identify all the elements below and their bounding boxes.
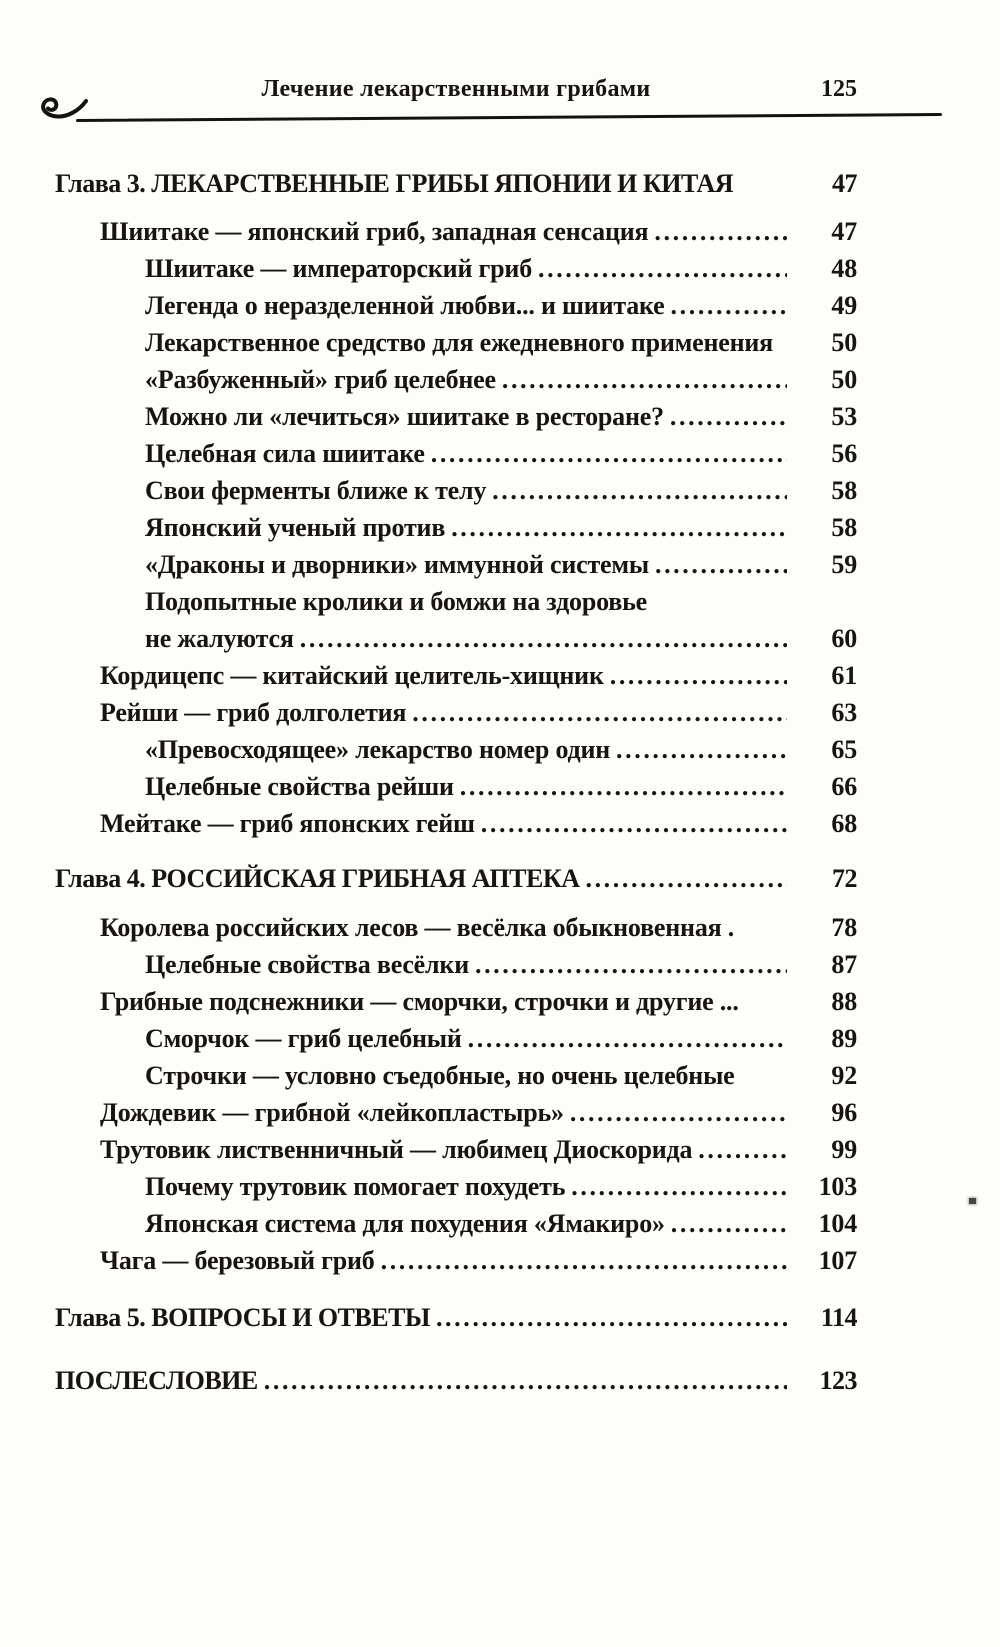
dot-leader [431, 435, 787, 472]
toc-entry [55, 1362, 857, 1399]
dot-leader [570, 1094, 787, 1131]
toc-entry [55, 1205, 857, 1242]
toc-entry-title: Трутовик лиственничный — любимец Диоскорида [100, 1135, 693, 1164]
toc-page-number: 104 [818, 1209, 857, 1238]
toc-entry [55, 213, 857, 250]
dot-leader [492, 472, 787, 509]
toc-entry [55, 361, 857, 398]
toc-entry [55, 657, 857, 694]
toc-page-number: 50 [831, 328, 857, 357]
dot-leader [671, 287, 787, 324]
toc-page-number: 114 [820, 1303, 857, 1332]
toc-entry [55, 694, 857, 731]
toc-page-number: 103 [818, 1172, 857, 1201]
toc-page-number: 88 [831, 987, 857, 1016]
toc-page-number: 65 [831, 735, 857, 764]
toc-page-number: 63 [831, 698, 857, 727]
toc-entry [55, 509, 857, 546]
toc-entry-title: Легенда о неразделенной любви... и шиитаке [145, 291, 665, 320]
toc-page-number: 66 [831, 772, 857, 801]
toc-entry-title: Японская система для похудения «Ямакиро» [145, 1209, 665, 1238]
dot-leader [670, 398, 787, 435]
toc-entry-title: Глава 3. ЛЕКАРСТВЕННЫЕ ГРИБЫ ЯПОНИИ И КИТАЯ [55, 169, 734, 198]
toc-entry-title: ПОСЛЕСЛОВИЕ [55, 1366, 258, 1395]
toc-entry-title: Целебные свойства рейши [145, 772, 454, 801]
toc-entry-title: Лекарственное средство для ежедневного применения [145, 328, 774, 357]
toc-entry-title: «Превосходящее» лекарство номер один [145, 735, 611, 764]
toc-entry [55, 287, 857, 324]
toc-entry-title: Кордицепс — китайский целитель-хищник [100, 661, 604, 690]
dot-leader [451, 509, 787, 546]
toc-entry-title: не жалуются [145, 624, 294, 653]
dot-leader [538, 250, 787, 287]
toc-page-number: 72 [832, 864, 857, 893]
dot-leader [616, 731, 787, 768]
toc-entry-title: Грибные подснежники — сморчки, строчки и другие ... [100, 987, 739, 1016]
dot-leader [412, 694, 787, 731]
dot-leader [655, 546, 787, 583]
toc-entry-title: Почему трутовик помогает похудеть [145, 1172, 566, 1201]
toc-entry [55, 768, 857, 805]
toc-entry [55, 983, 857, 1020]
toc-page-number: 96 [831, 1098, 857, 1127]
toc-page-number: 47 [832, 169, 857, 198]
toc-page-number: 61 [831, 661, 857, 690]
header-rule [76, 113, 942, 122]
dot-leader [264, 1362, 787, 1399]
toc-entry-title: Свои ферменты ближе к телу [145, 476, 487, 505]
toc-page-number: 107 [818, 1246, 857, 1275]
toc-entry-title: Можно ли «лечиться» шиитаке в ресторане? [145, 402, 664, 431]
toc-page-number: 58 [831, 513, 857, 542]
toc-page-number: 49 [831, 291, 857, 320]
toc-entry-title: Сморчок — гриб целебный [145, 1024, 462, 1053]
dot-leader [460, 768, 787, 805]
toc-entry-title: Целебные свойства весёлки [145, 950, 469, 979]
dot-leader [610, 657, 787, 694]
toc-entry [55, 1020, 857, 1057]
toc-page-number: 48 [831, 254, 857, 283]
toc-entry [55, 946, 857, 983]
toc [55, 165, 857, 1399]
toc-entry-title: Чага — березовый гриб [100, 1246, 375, 1275]
dot-leader [481, 805, 787, 842]
dot-leader [475, 946, 787, 983]
toc-entry [55, 860, 857, 897]
dot-leader [300, 620, 787, 657]
toc-entry [55, 805, 857, 842]
toc-page-number: 92 [831, 1061, 857, 1090]
toc-entry [55, 324, 857, 361]
toc-entry-title: Глава 4. РОССИЙСКАЯ ГРИБНАЯ АПТЕКА [55, 864, 580, 893]
toc-page-number: 99 [831, 1135, 857, 1164]
toc-entry-title: «Драконы и дворники» иммунной системы [145, 550, 649, 579]
toc-entry [55, 472, 857, 509]
toc-page-number: 58 [831, 476, 857, 505]
toc-entry [55, 398, 857, 435]
toc-page-number: 60 [831, 624, 857, 653]
toc-entry-title: Японский ученый против [145, 513, 446, 542]
toc-page-number: 68 [831, 809, 857, 838]
toc-page-number: 50 [831, 365, 857, 394]
toc-entry [55, 731, 857, 768]
toc-page-number: 123 [819, 1366, 857, 1395]
toc-entry [55, 250, 857, 287]
toc-entry-title: Глава 5. ВОПРОСЫ И ОТВЕТЫ [55, 1303, 430, 1332]
dot-leader [671, 1205, 787, 1242]
toc-entry-title: Строчки — условно съедобные, но очень целебные [145, 1061, 735, 1090]
toc-entry-title: Рейши — гриб долголетия [100, 698, 407, 727]
running-header-title: Лечение лекарственными грибами [261, 76, 651, 102]
toc-entry-title: Шиитаке — императорский гриб [145, 254, 532, 283]
dot-leader [571, 1168, 787, 1205]
toc-entry [55, 1242, 857, 1279]
toc-entry [55, 546, 857, 583]
dot-leader [654, 213, 787, 250]
dot-leader [436, 1299, 787, 1336]
toc-page-number: 59 [831, 550, 857, 579]
dot-leader [698, 1131, 787, 1168]
toc-entry-title: Целебная сила шиитаке [145, 439, 425, 468]
toc-page-number: 78 [831, 913, 857, 942]
toc-entry [55, 909, 857, 946]
toc-page-number: 47 [831, 217, 857, 246]
toc-page-number: 87 [831, 950, 857, 979]
dot-leader [585, 860, 787, 897]
toc-entry [55, 583, 857, 620]
dot-leader [468, 1020, 787, 1057]
toc-page-number: 56 [831, 439, 857, 468]
dot-leader [502, 361, 787, 398]
toc-entry-title: Королева российских лесов — весёлка обыкновенная . [100, 913, 735, 942]
scan-speck [969, 1198, 976, 1204]
toc-entry [55, 1299, 857, 1336]
toc-entry-title: Дождевик — грибной «лейкопластырь» [100, 1098, 564, 1127]
toc-entry [55, 1057, 857, 1094]
toc-entry [55, 1131, 857, 1168]
dot-leader [381, 1242, 787, 1279]
toc-entry-title: Подопытные кролики и бомжи на здоровье [145, 587, 647, 616]
toc-entry-title: Шиитаке — японский гриб, западная сенсация [100, 217, 649, 246]
toc-page-number: 89 [831, 1024, 857, 1053]
toc-entry-title: Мейтаке — гриб японских гейш [100, 809, 475, 838]
toc-entry [55, 435, 857, 472]
toc-entry-title: «Разбуженный» гриб целебнее [145, 365, 496, 394]
toc-entry [55, 1094, 857, 1131]
toc-entry [55, 620, 857, 657]
page-number: 125 [821, 76, 857, 102]
toc-entry [55, 165, 857, 202]
toc-page-number: 53 [831, 402, 857, 431]
toc-entry [55, 1168, 857, 1205]
